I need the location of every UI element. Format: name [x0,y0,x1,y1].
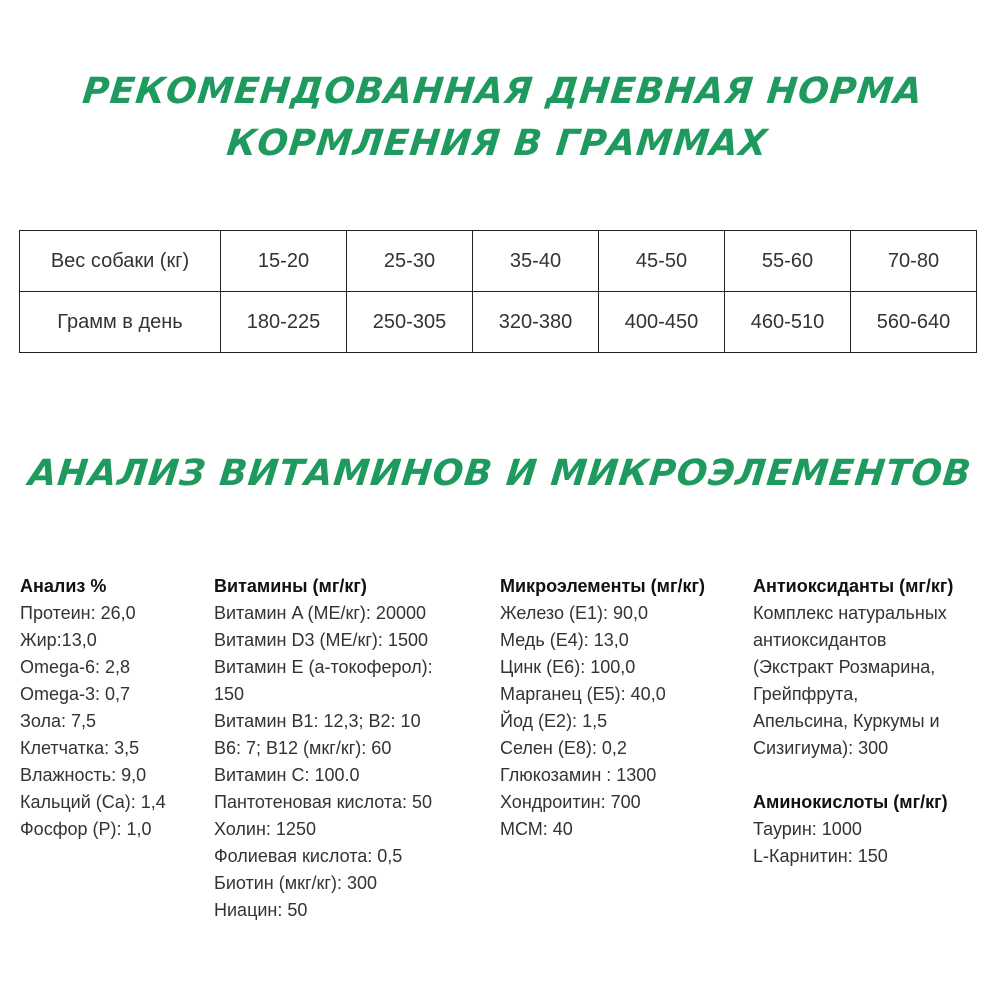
column-heading: Микроэлементы (мг/кг) [500,576,705,596]
feeding-title-line1: РЕКОМЕНДОВАННАЯ ДНЕВНАЯ НОРМА [80,71,926,112]
list-item: Влажность: 9,0 [20,765,147,785]
table-cell: 400-450 [599,292,725,353]
list-item: Биотин (мкг/кг): 300 [214,873,378,893]
list-item: Холин: 1250 [214,819,316,839]
list-item: Витамин E (a-токоферол): [214,657,433,677]
feeding-title [0,66,1000,170]
list-item: Цинк (E6): 100,0 [500,657,636,677]
list-item: Селен (E8): 0,2 [500,738,627,758]
list-item: L-Карнитин: 150 [753,846,888,866]
list-item: Фолиевая кислота: 0,5 [214,846,403,866]
list-item: Витамин B1: 12,3; B2: 10 [214,711,421,731]
analysis-column [20,573,205,843]
microelements-column [500,573,745,843]
column-heading: Антиоксиданты (мг/кг) [753,576,954,596]
list-item: Комплекс натуральных [753,603,947,623]
list-item: Зола: 7,5 [20,711,97,731]
list-item: Грейпфрута, [753,684,859,704]
table-cell: 25-30 [347,231,473,292]
list-item: Витамин С: 100.0 [214,765,360,785]
table-cell: Грамм в день [20,292,221,353]
list-item: Витамин D3 (МЕ/кг): 1500 [214,630,428,650]
list-item: Ниацин: 50 [214,900,308,920]
table-cell: 250-305 [347,292,473,353]
column-heading: Витамины (мг/кг) [214,576,367,596]
table-cell: 180-225 [221,292,347,353]
list-item: Клетчатка: 3,5 [20,738,140,758]
table-row-grams [20,292,977,353]
list-item: Фосфор (P): 1,0 [20,819,152,839]
list-item: Железо (E1): 90,0 [500,603,649,623]
spacer [753,762,998,789]
list-item: Кальций (Ca): 1,4 [20,792,166,812]
list-item: Глюкозамин : 1300 [500,765,657,785]
table-cell: 15-20 [221,231,347,292]
vitamins-column [214,573,494,924]
table-cell: 55-60 [725,231,851,292]
list-item: Пантотеновая кислота: 50 [214,792,432,812]
table-cell: 45-50 [599,231,725,292]
list-item: Медь (E4): 13,0 [500,630,629,650]
list-item: Марганец (E5): 40,0 [500,684,666,704]
feeding-title-line2: КОРМЛЕНИЯ В ГРАММАХ [224,123,770,164]
table-cell: 460-510 [725,292,851,353]
list-item: Протеин: 26,0 [20,603,136,623]
column-heading: Анализ % [20,576,107,596]
list-item: B6: 7; B12 (мкг/кг): 60 [214,738,392,758]
list-item: Omega-6: 2,8 [20,657,131,677]
list-item: 150 [214,684,245,704]
table-row-weight [20,231,977,292]
list-item: (Экстракт Розмарина, [753,657,936,677]
feeding-table [19,230,977,353]
column-heading: Аминокислоты (мг/кг) [753,792,948,812]
list-item: Апельсина, Куркумы и [753,711,940,731]
table-cell: 560-640 [851,292,977,353]
table-cell: 320-380 [473,292,599,353]
list-item: МСМ: 40 [500,819,573,839]
antioxidants-column [753,573,998,870]
list-item: Хондроитин: 700 [500,792,641,812]
table-cell: 35-40 [473,231,599,292]
list-item: Жир:13,0 [20,630,97,650]
list-item: антиоксидантов [753,630,887,650]
table-cell: 70-80 [851,231,977,292]
list-item: Йод (E2): 1,5 [500,711,608,731]
list-item: Omega-3: 0,7 [20,684,131,704]
table-cell: Вес собаки (кг) [20,231,221,292]
list-item: Витамин A (МЕ/кг): 20000 [214,603,426,623]
list-item: Таурин: 1000 [753,819,862,839]
list-item: Сизигиума): 300 [753,738,889,758]
analysis-title: АНАЛИЗ ВИТАМИНОВ И МИКРОЭЛЕМЕНТОВ [26,453,974,494]
